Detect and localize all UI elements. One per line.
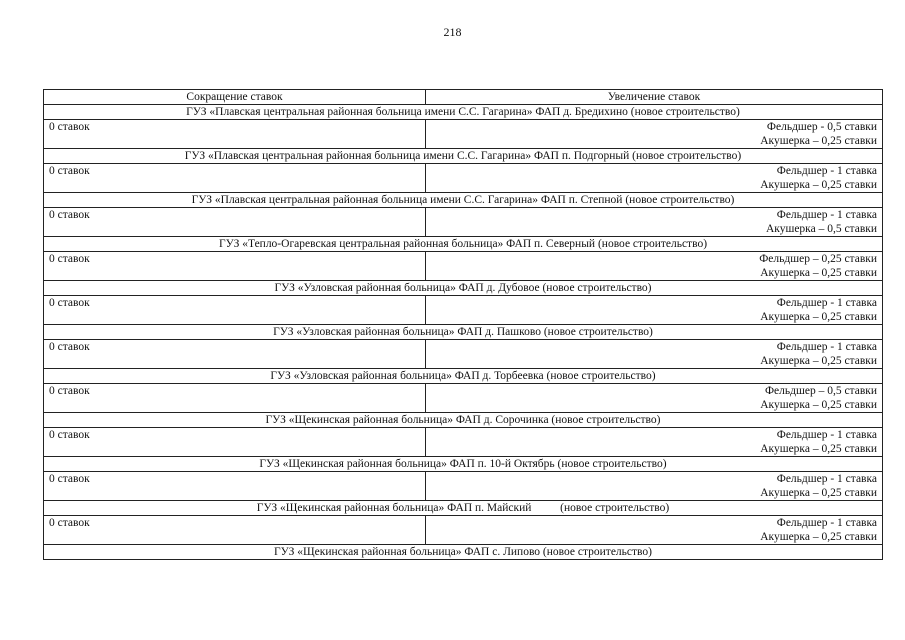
page-number: 218	[443, 25, 462, 39]
table-row	[44, 296, 883, 325]
reduction-cell: 0 ставок	[44, 384, 426, 413]
increase-cell	[426, 384, 883, 413]
section-title: ГУЗ «Плавская центральная районная больница имени С.С. Гагарина» ФАП п. Степной (новое строительство)	[44, 193, 883, 208]
increase-line: Фельдшер - 1 ставка	[776, 429, 877, 441]
increase-cell	[426, 252, 883, 281]
increase-line: Акушерка – 0,25 ставки	[760, 487, 877, 499]
increase-line: Фельдшер - 1 ставка	[776, 517, 877, 529]
section-title-row	[44, 545, 883, 560]
reduction-cell: 0 ставок	[44, 252, 426, 281]
increase-line: Фельдшер - 1 ставка	[776, 341, 877, 353]
reduction-cell: 0 ставок	[44, 516, 426, 545]
increase-line: Акушерка – 0,25 ставки	[760, 531, 877, 543]
reduction-cell: 0 ставок	[44, 428, 426, 457]
increase-line: Акушерка – 0,25 ставки	[760, 311, 877, 323]
increase-cell	[426, 208, 883, 237]
increase-line: Фельдшер - 1 ставка	[776, 165, 877, 177]
section-title-row	[44, 501, 883, 516]
increase-line: Акушерка – 0,5 ставки	[765, 223, 877, 235]
table-row	[44, 516, 883, 545]
table-row	[44, 340, 883, 369]
section-title-row	[44, 457, 883, 472]
staff-changes-table	[43, 89, 883, 560]
table-row	[44, 472, 883, 501]
section-title-row	[44, 325, 883, 340]
increase-cell	[426, 120, 883, 149]
increase-line: Акушерка – 0,25 ставки	[760, 267, 877, 279]
section-title-row	[44, 281, 883, 296]
increase-line: Акушерка – 0,25 ставки	[760, 399, 877, 411]
column-header-reduction: Сокращение ставок	[44, 90, 426, 105]
increase-line: Фельдшер - 1 ставка	[776, 473, 877, 485]
section-title: ГУЗ «Тепло-Огаревская центральная районная больница» ФАП п. Северный (новое строительство)	[44, 237, 883, 252]
section-title-row	[44, 237, 883, 252]
reduction-cell: 0 ставок	[44, 120, 426, 149]
increase-cell	[426, 516, 883, 545]
header-row	[44, 90, 883, 105]
reduction-cell: 0 ставок	[44, 208, 426, 237]
section-title-row	[44, 193, 883, 208]
increase-line: Акушерка – 0,25 ставки	[760, 355, 877, 367]
increase-line: Фельдшер – 0,5 ставки	[764, 385, 877, 397]
increase-cell	[426, 164, 883, 193]
section-title: ГУЗ «Плавская центральная районная больница имени С.С. Гагарина» ФАП п. Подгорный (новое строительство)	[44, 149, 883, 164]
reduction-cell: 0 ставок	[44, 340, 426, 369]
table-body	[44, 90, 883, 560]
increase-line: Фельдшер - 1 ставка	[776, 209, 877, 221]
increase-cell	[426, 340, 883, 369]
section-title: ГУЗ «Узловская районная больница» ФАП д. Торбеевка (новое строительство)	[44, 369, 883, 384]
table-row	[44, 384, 883, 413]
increase-line: Акушерка – 0,25 ставки	[760, 135, 877, 147]
table-row	[44, 252, 883, 281]
section-title: ГУЗ «Узловская районная больница» ФАП д. Пашково (новое строительство)	[44, 325, 883, 340]
section-title: ГУЗ «Щекинская районная больница» ФАП д. Сорочинка (новое строительство)	[44, 413, 883, 428]
increase-line: Фельдшер - 1 ставка	[776, 297, 877, 309]
reduction-cell: 0 ставок	[44, 296, 426, 325]
reduction-cell: 0 ставок	[44, 164, 426, 193]
increase-line: Фельдшер – 0,25 ставки	[759, 253, 877, 265]
increase-line: Акушерка – 0,25 ставки	[760, 443, 877, 455]
section-title: ГУЗ «Щекинская районная больница» ФАП п. 10-й Октябрь (новое строительство)	[44, 457, 883, 472]
increase-cell	[426, 296, 883, 325]
increase-cell	[426, 472, 883, 501]
section-title-row	[44, 413, 883, 428]
section-title-row	[44, 369, 883, 384]
increase-cell	[426, 428, 883, 457]
table-row	[44, 120, 883, 149]
section-title: ГУЗ «Щекинская районная больница» ФАП п. Майский (новое строительство)	[44, 501, 883, 516]
column-header-increase: Увеличение ставок	[426, 90, 883, 105]
section-title-row	[44, 149, 883, 164]
section-title: ГУЗ «Плавская центральная районная больница имени С.С. Гагарина» ФАП д. Бредихино (новое строительство)	[44, 105, 883, 120]
section-title: ГУЗ «Узловская районная больница» ФАП д. Дубовое (новое строительство)	[44, 281, 883, 296]
section-title: ГУЗ «Щекинская районная больница» ФАП с. Липово (новое строительство)	[44, 545, 883, 560]
table-row	[44, 428, 883, 457]
section-title-row	[44, 105, 883, 120]
reduction-cell: 0 ставок	[44, 472, 426, 501]
increase-line: Фельдшер - 0,5 ставки	[766, 121, 877, 133]
table-row	[44, 164, 883, 193]
table-row	[44, 208, 883, 237]
increase-line: Акушерка – 0,25 ставки	[760, 179, 877, 191]
